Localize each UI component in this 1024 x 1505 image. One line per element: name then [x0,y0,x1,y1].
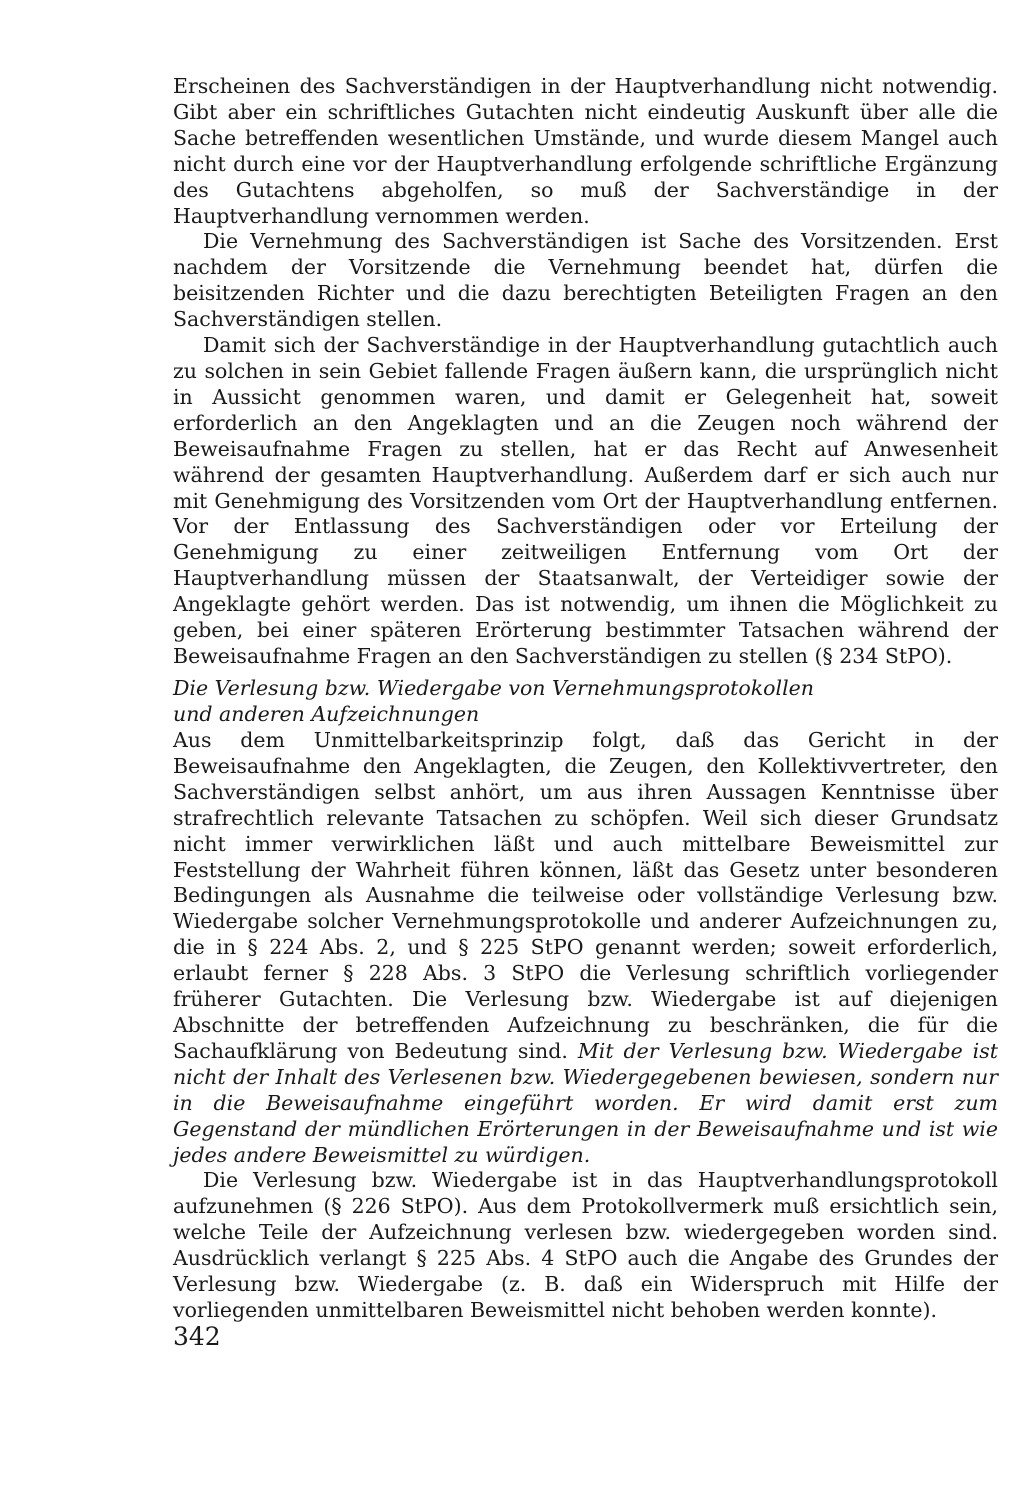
text-block-bottom [173,728,998,1324]
paragraph-1: Erscheinen des Sachverständigen in der Hauptverhandlung nicht notwendig. Gibt aber ein schriftliches Gutachten nicht eindeutig Auskunft über alle die Sache betreffenden wesentlichen Umstände, und wurde diesem Mangel auch nicht durch eine vor der Hauptverhandlung erfolgende schriftliche Ergänzung des Gutachtens abgeholfen, so muß der Sachverständige in der Hauptverhandlung vernommen werden. [173,74,998,228]
section-heading-line-1: Die Verlesung bzw. Wiedergabe von Vernehmungsprotokollen [173,676,814,700]
section-heading-line-2: und anderen Aufzeichnungen [173,701,480,726]
paragraph-5: Die Verlesung bzw. Wiedergabe ist in das Hauptverhandlungsprotokoll aufzunehmen (§ 226 StPO). Aus dem Protokollvermerk muß ersichtlich sein, welche Teile der Aufzeichnung verlesen bzw. wiedergegeben worden sind. Ausdrücklich verlangt § 225 Abs. 4 StPO auch die Angabe des Grundes der Verlesung bzw. Wiedergabe (z. B. daß ein Widerspruch mit Hilfe der vorliegenden unmittelbaren Beweismittel nicht behoben werden konnte). [173,1168,998,1322]
paragraph-4 [173,728,998,1168]
paragraph-4-regular: Aus dem Unmittelbarkeitsprinzip folgt, daß das Gericht in der Beweisaufnahme den Angeklagten, die Zeugen, den Kollektivvertreter, den Sachverständigen selbst anhört, um aus ihren Aussagen Kenntnisse über strafrechtlich relevante Tatsachen zu schöpfen. Weil sich dieser Grundsatz nicht immer verwirklichen läßt und auch mittelbare Beweismittel zur Feststellung der Wahrheit führen können, läßt das Gesetz unter besonderen Bedingungen als Ausnahme die teilweise oder vollständige Verlesung bzw. Wiedergabe solcher Vernehmungsprotokolle und anderer Aufzeichnungen zu, die in § 224 Abs. 2, und § 225 StPO genannt werden; soweit erforderlich, erlaubt ferner § 228 Abs. 3 StPO die Verlesung schriftlich vorliegender früherer Gutachten. Die Verlesung bzw. Wiedergabe ist auf diejenigen Abschnitte der betreffenden Aufzeichnung zu beschränken, die für die Sachaufklärung von Bedeutung sind. [173,728,998,1063]
paragraph-2: Die Vernehmung des Sachverständigen ist Sache des Vorsitzenden. Erst nachdem der Vorsitzende die Vernehmung beendet hat, dürfen die beisitzenden Richter und die dazu berechtigten Beteiligten Fragen an den Sachverständigen stellen. [173,229,998,332]
paragraph-4-emphasis: Mit der Verlesung bzw. Wiedergabe ist nicht der Inhalt des Verlesenen bzw. Wiedergegebenen bewiesen, sondern nur in die Beweisaufnahme eingeführt worden. Er wird damit erst zum Gegenstand der mündlichen Erörterungen in der Beweisaufnahme und ist wie jedes andere Beweismittel zu würdigen. [173,1038,998,1167]
section-heading [173,676,998,728]
page-number: 342 [173,1322,221,1351]
paragraph-3: Damit sich der Sachverständige in der Hauptverhandlung gutachtlich auch zu solchen in sein Gebiet fallende Fragen äußern kann, die ursprünglich nicht in Aussicht genommen waren, und damit er Gelegenheit hat, soweit erforderlich an den Angeklagten und an die Zeugen noch während der Beweisaufnahme Fragen zu stellen, hat er das Recht auf Anwesenheit während der gesamten Hauptverhandlung. Außerdem darf er sich auch nur mit Genehmigung des Vorsitzenden vom Ort der Hauptverhandlung entfernen. Vor der Entlassung des Sachverständigen oder vor Erteilung der Genehmigung zu einer zeitweiligen Entfernung vom Ort der Hauptverhandlung müssen der Staatsanwalt, der Verteidiger sowie der Angeklagte gehört werden. Das ist notwendig, um ihnen die Möglichkeit zu geben, bei einer späteren Erörterung bestimmter Tatsachen während der Beweisaufnahme Fragen an den Sachverständigen zu stellen (§ 234 StPO). [173,333,998,668]
text-block-top [173,74,998,670]
